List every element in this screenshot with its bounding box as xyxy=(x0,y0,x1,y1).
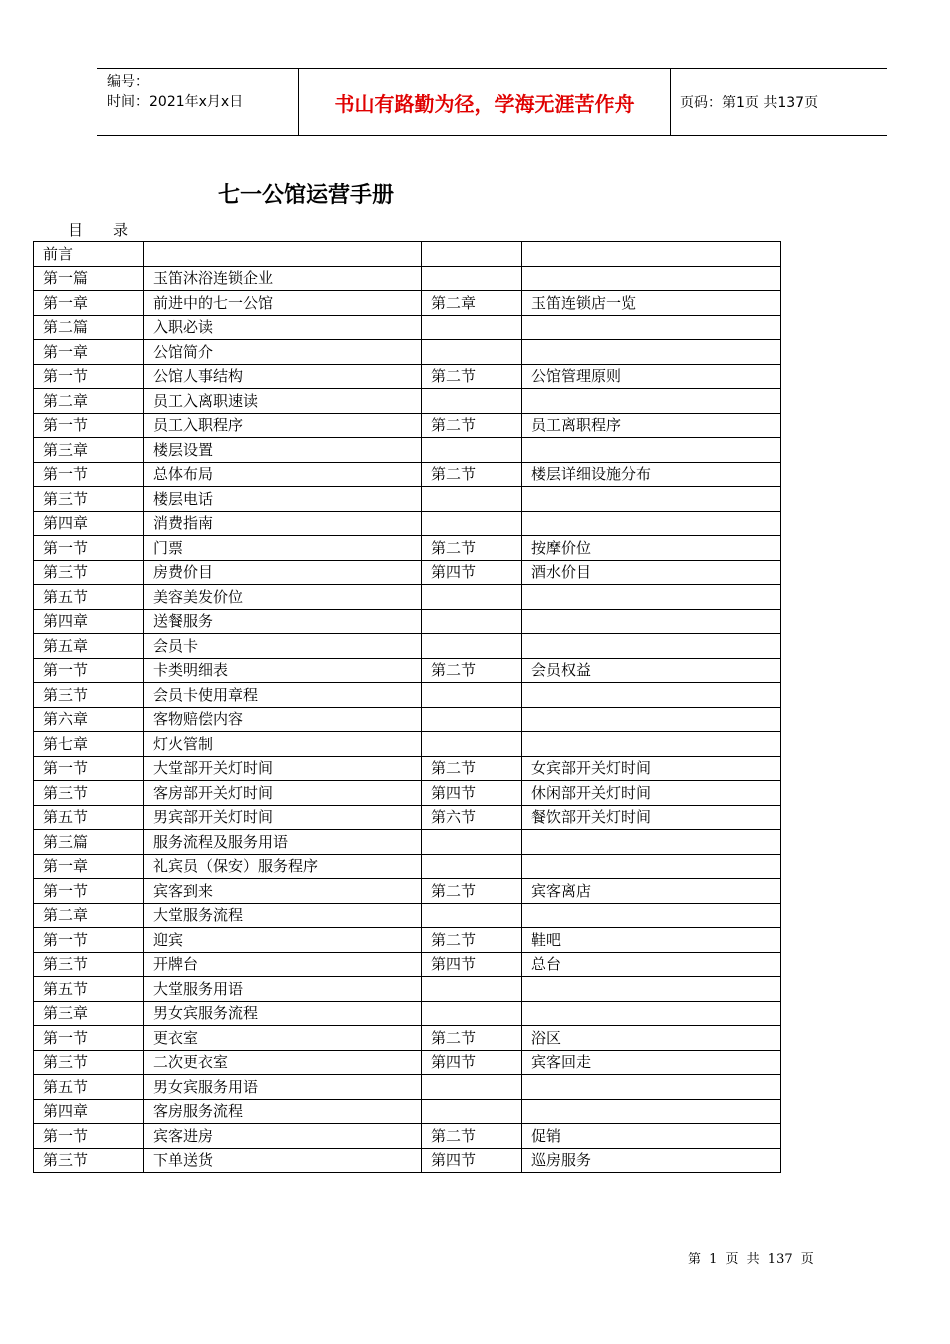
toc-section-number xyxy=(422,438,522,463)
toc-section-number: 第一节 xyxy=(34,1124,144,1149)
toc-section-number: 第一节 xyxy=(34,1026,144,1051)
toc-section-number: 第四章 xyxy=(34,511,144,536)
toc-section-number: 第二节 xyxy=(422,413,522,438)
toc-row xyxy=(34,756,781,781)
toc-section-number: 第二节 xyxy=(422,364,522,389)
toc-section-title: 总台 xyxy=(522,952,781,977)
toc-section-title: 大堂服务用语 xyxy=(144,977,422,1002)
toc-section-title: 浴区 xyxy=(522,1026,781,1051)
toc-section-number: 第一节 xyxy=(34,928,144,953)
toc-section-title: 男女宾服务用语 xyxy=(144,1075,422,1100)
toc-row xyxy=(34,1050,781,1075)
toc-section-number: 第二节 xyxy=(422,462,522,487)
toc-section-title xyxy=(522,707,781,732)
toc-section-title: 入职必读 xyxy=(144,315,422,340)
toc-section-title: 二次更衣室 xyxy=(144,1050,422,1075)
toc-section-number: 第六节 xyxy=(422,805,522,830)
toc-section-number: 第一节 xyxy=(34,536,144,561)
toc-section-title: 员工入离职速读 xyxy=(144,389,422,414)
toc-section-number: 第一节 xyxy=(34,462,144,487)
toc-row xyxy=(34,560,781,585)
toc-section-title: 酒水价目 xyxy=(522,560,781,585)
toc-row xyxy=(34,389,781,414)
toc-section-title: 客房部开关灯时间 xyxy=(144,781,422,806)
toc-section-number: 第二节 xyxy=(422,756,522,781)
toc-section-number: 第一节 xyxy=(34,756,144,781)
toc-section-title: 灯火管制 xyxy=(144,732,422,757)
toc-section-number: 第一篇 xyxy=(34,266,144,291)
toc-section-title xyxy=(522,266,781,291)
toc-section-title xyxy=(522,830,781,855)
toc-section-title: 送餐服务 xyxy=(144,609,422,634)
toc-section-number: 第四节 xyxy=(422,952,522,977)
toc-section-number: 第四节 xyxy=(422,1148,522,1173)
toc-section-title xyxy=(522,340,781,365)
toc-section-title: 更衣室 xyxy=(144,1026,422,1051)
toc-section-title xyxy=(522,854,781,879)
toc-section-number: 第二章 xyxy=(34,903,144,928)
toc-row xyxy=(34,732,781,757)
toc-section-number: 第四章 xyxy=(34,609,144,634)
toc-row xyxy=(34,781,781,806)
toc-section-title: 会员卡 xyxy=(144,634,422,659)
toc-row xyxy=(34,585,781,610)
toc-section-title: 楼层设置 xyxy=(144,438,422,463)
toc-section-number xyxy=(422,609,522,634)
toc-section-title: 迎宾 xyxy=(144,928,422,953)
toc-section-number: 第二节 xyxy=(422,1124,522,1149)
toc-section-number: 第三章 xyxy=(34,438,144,463)
toc-row xyxy=(34,830,781,855)
toc-section-title: 宾客离店 xyxy=(522,879,781,904)
toc-section-number xyxy=(422,242,522,267)
toc-section-title xyxy=(144,242,422,267)
toc-section-number: 第五节 xyxy=(34,1075,144,1100)
toc-section-number: 第一节 xyxy=(34,879,144,904)
toc-section-title: 大堂服务流程 xyxy=(144,903,422,928)
toc-section-title xyxy=(522,977,781,1002)
toc-section-number: 第三节 xyxy=(34,487,144,512)
toc-section-number: 第三节 xyxy=(34,1148,144,1173)
toc-section-title xyxy=(522,609,781,634)
toc-section-title: 开牌台 xyxy=(144,952,422,977)
toc-section-title: 礼宾员（保安）服务程序 xyxy=(144,854,422,879)
toc-section-number: 第三节 xyxy=(34,683,144,708)
toc-section-number: 第二节 xyxy=(422,658,522,683)
toc-row xyxy=(34,1075,781,1100)
toc-row xyxy=(34,928,781,953)
header-page-info: 页码：第1页 共137页 xyxy=(680,95,819,111)
toc-row xyxy=(34,487,781,512)
toc-section-title: 鞋吧 xyxy=(522,928,781,953)
toc-heading: 目录 xyxy=(68,221,159,239)
toc-section-number: 第一节 xyxy=(34,658,144,683)
toc-section-title: 会员权益 xyxy=(522,658,781,683)
toc-section-number xyxy=(422,266,522,291)
toc-row xyxy=(34,291,781,316)
toc-section-number xyxy=(422,340,522,365)
toc-section-number xyxy=(422,1075,522,1100)
toc-row xyxy=(34,903,781,928)
toc-section-title: 员工入职程序 xyxy=(144,413,422,438)
toc-section-number: 第二节 xyxy=(422,879,522,904)
toc-section-number: 第一章 xyxy=(34,854,144,879)
toc-row xyxy=(34,683,781,708)
toc-section-number: 第一章 xyxy=(34,291,144,316)
toc-row xyxy=(34,707,781,732)
toc-section-title: 宾客回走 xyxy=(522,1050,781,1075)
toc-row xyxy=(34,1148,781,1173)
toc-row xyxy=(34,1124,781,1149)
toc-section-title xyxy=(522,1099,781,1124)
document-time: 时间：2021年x月x日 xyxy=(107,94,244,110)
toc-section-number: 第七章 xyxy=(34,732,144,757)
toc-section-number xyxy=(422,1001,522,1026)
toc-section-title: 男女宾服务流程 xyxy=(144,1001,422,1026)
toc-section-title: 女宾部开关灯时间 xyxy=(522,756,781,781)
toc-row xyxy=(34,854,781,879)
toc-row xyxy=(34,1099,781,1124)
toc-section-title xyxy=(522,487,781,512)
toc-section-number: 第五节 xyxy=(34,977,144,1002)
toc-section-title xyxy=(522,585,781,610)
toc-row xyxy=(34,609,781,634)
toc-row xyxy=(34,879,781,904)
toc-section-number: 第一节 xyxy=(34,413,144,438)
toc-section-title: 服务流程及服务用语 xyxy=(144,830,422,855)
toc-row xyxy=(34,952,781,977)
toc-section-title xyxy=(522,1075,781,1100)
toc-row xyxy=(34,413,781,438)
toc-section-title: 男宾部开关灯时间 xyxy=(144,805,422,830)
toc-section-number: 第二章 xyxy=(34,389,144,414)
toc-section-number xyxy=(422,585,522,610)
toc-section-number: 第二节 xyxy=(422,536,522,561)
toc-section-title xyxy=(522,389,781,414)
toc-section-title: 客物赔偿内容 xyxy=(144,707,422,732)
toc-row xyxy=(34,658,781,683)
toc-section-number: 前言 xyxy=(34,242,144,267)
toc-section-number xyxy=(422,732,522,757)
toc-row xyxy=(34,340,781,365)
toc-section-number: 第一节 xyxy=(34,364,144,389)
toc-section-title xyxy=(522,511,781,536)
toc-section-title xyxy=(522,634,781,659)
toc-section-number: 第一章 xyxy=(34,340,144,365)
toc-row xyxy=(34,1026,781,1051)
toc-section-number xyxy=(422,854,522,879)
toc-section-title xyxy=(522,683,781,708)
toc-section-title: 消费指南 xyxy=(144,511,422,536)
toc-section-title: 卡类明细表 xyxy=(144,658,422,683)
toc-row xyxy=(34,634,781,659)
header-meta xyxy=(107,72,243,112)
toc-section-title: 玉笛连锁店一览 xyxy=(522,291,781,316)
toc-section-number: 第四节 xyxy=(422,1050,522,1075)
toc-section-title: 宾客到来 xyxy=(144,879,422,904)
toc-section-title: 玉笛沐浴连锁企业 xyxy=(144,266,422,291)
toc-section-number: 第四节 xyxy=(422,560,522,585)
toc-row xyxy=(34,511,781,536)
toc-section-title xyxy=(522,1001,781,1026)
toc-section-number: 第三章 xyxy=(34,1001,144,1026)
toc-section-title: 公馆管理原则 xyxy=(522,364,781,389)
toc-section-number: 第二篇 xyxy=(34,315,144,340)
toc-section-number: 第三节 xyxy=(34,560,144,585)
toc-section-number: 第四章 xyxy=(34,1099,144,1124)
toc-section-title: 总体布局 xyxy=(144,462,422,487)
toc-section-number xyxy=(422,315,522,340)
toc-section-title: 前进中的七一公馆 xyxy=(144,291,422,316)
toc-section-number xyxy=(422,634,522,659)
toc-section-number: 第三节 xyxy=(34,1050,144,1075)
toc-section-title: 大堂部开关灯时间 xyxy=(144,756,422,781)
toc-section-number: 第六章 xyxy=(34,707,144,732)
toc-section-number: 第三节 xyxy=(34,952,144,977)
toc-row xyxy=(34,364,781,389)
toc-row xyxy=(34,536,781,561)
toc-section-title: 促销 xyxy=(522,1124,781,1149)
toc-section-title: 宾客进房 xyxy=(144,1124,422,1149)
toc-section-title: 公馆简介 xyxy=(144,340,422,365)
toc-row xyxy=(34,315,781,340)
toc-section-number xyxy=(422,707,522,732)
toc-section-number: 第五节 xyxy=(34,805,144,830)
toc-section-number xyxy=(422,683,522,708)
toc-row xyxy=(34,266,781,291)
toc-section-number: 第二节 xyxy=(422,1026,522,1051)
toc-row xyxy=(34,438,781,463)
toc-section-title: 楼层电话 xyxy=(144,487,422,512)
toc-section-title: 门票 xyxy=(144,536,422,561)
toc-section-title: 下单送货 xyxy=(144,1148,422,1173)
toc-section-title xyxy=(522,438,781,463)
document-title: 七一公馆运营手册 xyxy=(218,182,395,208)
toc-section-title: 公馆人事结构 xyxy=(144,364,422,389)
toc-section-number: 第三节 xyxy=(34,781,144,806)
toc-section-number xyxy=(422,1099,522,1124)
toc-section-title: 房费价目 xyxy=(144,560,422,585)
header-divider xyxy=(670,69,671,135)
toc-section-number xyxy=(422,511,522,536)
toc-section-number xyxy=(422,389,522,414)
toc-section-number xyxy=(422,830,522,855)
toc-table xyxy=(33,241,781,1173)
toc-row xyxy=(34,1001,781,1026)
toc-section-title xyxy=(522,903,781,928)
document-number-label: 编号： xyxy=(107,74,149,90)
toc-section-number: 第五节 xyxy=(34,585,144,610)
toc-section-number: 第二节 xyxy=(422,928,522,953)
toc-section-title xyxy=(522,315,781,340)
toc-section-number: 第二章 xyxy=(422,291,522,316)
toc-section-number xyxy=(422,977,522,1002)
toc-section-title: 按摩价位 xyxy=(522,536,781,561)
toc-section-title: 餐饮部开关灯时间 xyxy=(522,805,781,830)
page-footer: 第 1 页 共 137 页 xyxy=(688,1252,814,1267)
toc-section-title: 巡房服务 xyxy=(522,1148,781,1173)
page-header xyxy=(97,68,887,136)
toc-section-number: 第四节 xyxy=(422,781,522,806)
toc-section-number xyxy=(422,487,522,512)
toc-section-title: 楼层详细设施分布 xyxy=(522,462,781,487)
header-motto: 书山有路勤为径，学海无涯苦作舟 xyxy=(334,91,635,116)
toc-row xyxy=(34,805,781,830)
toc-section-number: 第三篇 xyxy=(34,830,144,855)
toc-section-title: 会员卡使用章程 xyxy=(144,683,422,708)
toc-row xyxy=(34,462,781,487)
toc-section-number: 第五章 xyxy=(34,634,144,659)
toc-section-title: 客房服务流程 xyxy=(144,1099,422,1124)
toc-row xyxy=(34,242,781,267)
toc-section-title: 休闲部开关灯时间 xyxy=(522,781,781,806)
toc-section-title xyxy=(522,732,781,757)
toc-section-title: 美容美发价位 xyxy=(144,585,422,610)
toc-section-number xyxy=(422,903,522,928)
toc-section-title xyxy=(522,242,781,267)
toc-row xyxy=(34,977,781,1002)
toc-section-title: 员工离职程序 xyxy=(522,413,781,438)
